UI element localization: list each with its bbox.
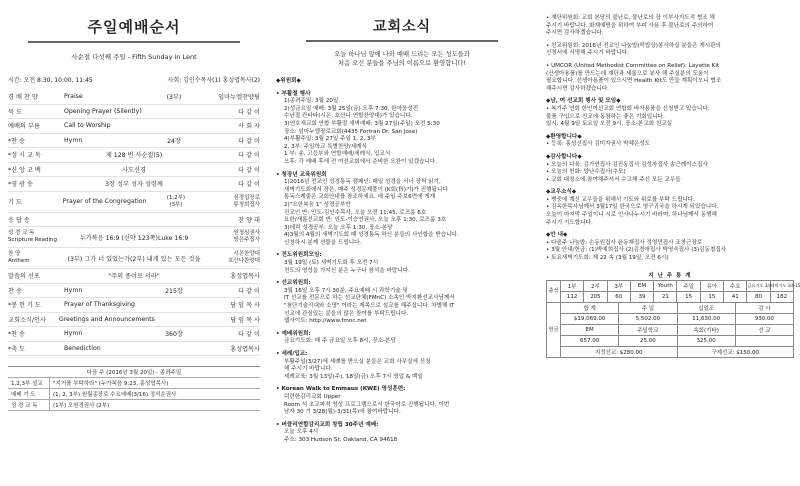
news-item-line: 웹사이트: http://www.fmnc.net (284, 318, 367, 325)
order-item-title: 경 배 찬 양 (8, 94, 38, 102)
designated-mission: 지정선교: $280.00 (561, 346, 678, 357)
news-title: 교회소식 (372, 19, 432, 35)
section-line: • 오늘의 헌화: 양난수집사(추모) (546, 169, 626, 176)
order-item-leader-2: 호산나찬양대 (228, 258, 260, 264)
order-item-leader-group (204, 251, 260, 265)
order-item-title: *봉 헌 기 도 (8, 302, 41, 310)
section-line: 주시기 기도합니다. (546, 219, 593, 226)
offering-value: 5,502.00 (619, 313, 677, 324)
next-week-table (8, 366, 260, 411)
announcement-line: (신생아용품)를 만드는데 재단과 새롭으로 봉사 해 주실분의 도움이 (546, 70, 709, 77)
next-week-label: 1,2,3부 설교 (8, 378, 50, 388)
order-item-title: 예배의 부름 (8, 123, 40, 131)
news-item-heading: • 세례/입교: (276, 351, 308, 357)
news-item-line: 4)3월의 4월의 새벽기도회 때 성경통독 하신 분들의 사인합을 받습니다. (284, 232, 459, 239)
order-item-title: *성 시 교 독 (8, 152, 41, 160)
attendance-title: 지 난 주 통 계 (648, 272, 692, 279)
order-list (8, 90, 260, 356)
order-item-leader: 다 같 이 (238, 137, 260, 145)
order-item-ref: 사도신경 (122, 166, 146, 174)
order-row (8, 284, 260, 299)
order-item-desc: Greetings and Announcements (58, 315, 155, 323)
news-item-line: 2, 3부: 주일학교 특별찬양/세례식 (284, 143, 367, 150)
announcement-section (546, 232, 794, 262)
section-line: • 등록: 홍성선집사 김미자권사 박혜은성도 (546, 141, 651, 148)
news-item-line: 통독스케줄은 교회안내를 참조하세요. 매 주일 주보6면에 게재 (284, 194, 436, 201)
news-item-line: 진교인 반: 인도-김인수목사, 오늘 오전 11:45, 로즈룸 6호 (284, 209, 427, 216)
news-item (276, 351, 528, 381)
order-item-title: 말씀의 선포 (8, 273, 40, 281)
attendance-header: 주일 (677, 280, 700, 291)
order-row (8, 119, 260, 134)
attendance-count: 205 (584, 291, 607, 302)
order-item-leader: 다 같 이 (238, 181, 260, 189)
offering-value: 930.00 (735, 313, 793, 324)
order-item-title: *영 광 송 (8, 181, 33, 189)
attendance-header: 수요 (724, 280, 747, 291)
right-items (546, 15, 794, 93)
order-item-title: *신 앙 고 백 (8, 166, 41, 174)
next-week-row (8, 378, 260, 389)
news-item-line: Room 석 초교파적 영성 프로그램으로서 한국어로 진행됩니다. 이번 (284, 401, 450, 408)
offering-value-row (547, 313, 794, 324)
order-row (8, 177, 260, 192)
order-item-leader: 찬 양 대 (238, 216, 260, 224)
attendance-header: 금요기도 3/4 (747, 280, 770, 291)
order-row (8, 105, 260, 120)
attendance-table (546, 280, 800, 303)
worship-subtitle: 사순절 다섯째 주일 - Fifth Sunday in Lent (71, 53, 197, 61)
announcement-line: 필요합니다. 선생아용품이 있으시면 Health Kit도 만들 계획이오니 협조 (546, 78, 722, 85)
order-item-ref: 제 128 번 사순절(5) (105, 152, 163, 160)
offering-value: 11,630.00 (677, 313, 735, 324)
next-week-value: "지거를 부탁하라" (누가복음 9:23, 홍성엽목사) (53, 381, 169, 387)
order-item-leader: 담 임 목 사 (230, 302, 260, 310)
attendance-header: EM (630, 280, 653, 291)
offering-header: EM (561, 324, 619, 335)
order-item-title: 성 경 교 독 (8, 230, 35, 236)
offering-header: 합 계 (561, 302, 619, 313)
attendance-header: 2부 (584, 280, 607, 291)
announcement-section (546, 154, 794, 184)
offering-value: $19,069.00 (561, 313, 619, 324)
worship-time: 시간: 오전 8:30, 10:00, 11:45 (8, 77, 93, 84)
news-item (276, 91, 528, 167)
news-item-line: 주소: 303 Hudson St. Oakland, CA 94618 (284, 436, 398, 443)
section-heading: ◆안 내◆ (546, 232, 568, 239)
order-item-leader-2: 방은주집사 (233, 237, 260, 243)
news-item-line: "첨단기술시대와 소명" 이라는 제목으로 설교를 해주십니다. 차별해 IT (284, 303, 455, 310)
order-item-leader: 다 같 이 (238, 331, 260, 339)
order-row (8, 227, 260, 248)
order-item-ref-2: (2부) 내게 있는 모든 것을 (130, 255, 201, 263)
offering-value (735, 335, 793, 346)
order-row (8, 134, 260, 149)
attendance-label: 출석 (547, 280, 561, 302)
news-item-heading: • Korean Walk to Emmaus (KWE) 영성훈련: (276, 386, 406, 393)
news-item-heading: • 전도위원회모임: (276, 252, 322, 259)
order-item-title: 찬 양 (8, 251, 21, 257)
order-item-title: 찬 송 (8, 287, 22, 295)
news-item-heading: • 부활절 행사 (276, 90, 311, 97)
section-line: • 토요새벽기도회: 제 22 속 (3월 19일, 오전 6시) (546, 255, 669, 262)
committee-heading: ◆위원회◆ (276, 78, 301, 84)
announcement-section (546, 98, 794, 128)
section-line: • 병중에 계신 교우들을 위해서 기도와 위로를 부탁 드립니다. (546, 196, 695, 203)
order-item-leader: 심정섭장로 (233, 194, 260, 201)
announcement-item (546, 63, 794, 93)
section-line: 물품 구입으로 신교에 동참하는 좋은 기회입니다. (546, 113, 665, 120)
title-divider (28, 41, 240, 43)
offering-value: 657.00 (561, 335, 619, 346)
news-list (276, 78, 528, 445)
news-item-line: 부활주일(3/27)에 세례를 받으실 분들은 교회 사무실에 신청 (284, 358, 431, 365)
order-item-leader: 홍성엽목사 (230, 273, 260, 281)
order-item-ref: (3부) 그가 너 있었는가 (67, 255, 131, 263)
attendance-header: Youth (654, 280, 677, 291)
next-week-row (8, 400, 260, 411)
announcement-section (546, 134, 794, 149)
section-heading: ◆환영합니다◆ (546, 133, 582, 140)
order-row (8, 269, 260, 284)
announcement-line: 주시기 바랍니다. 화재예방을 위하여 부피 사용 후 불난로의 주의하여 (546, 22, 714, 29)
next-week-label: 예배 기 도 (8, 389, 50, 399)
offering-label: 헌금 (547, 302, 561, 357)
order-item-ref: 215장 (165, 287, 183, 295)
news-item-line: 1 부: 송, 고등부와 연합예배/세례식, 입교식 (284, 151, 391, 158)
order-item-ref: 24장 (167, 137, 181, 145)
news-item-line: 3월 19일 (토) 새벽기도회 후 오전 7시 (284, 260, 379, 267)
attendance-header: 유아 (700, 280, 723, 291)
order-item-title: 기 도 (8, 199, 22, 206)
order-item-title: *축 도 (8, 345, 26, 353)
order-item-leader-2: 류청희집사 (233, 201, 260, 208)
order-row (8, 298, 260, 313)
offering-value-row (547, 335, 794, 346)
news-item-line: 1)2016년 전교인 성경통독 캠페인: 매일 성경을 서너 장씩 읽기, (284, 179, 441, 186)
order-item-leader: 원청심권사 (233, 230, 260, 236)
attendance-count-row (547, 291, 794, 302)
order-item-title-2: Scripture Reading (8, 237, 58, 243)
order-row (8, 327, 260, 342)
news-item-line: 세례교육: 3월 13일(주), 18일(금) 오후 7시 영업 & 백일 (284, 373, 423, 380)
section-line: • 다음주 나눔밥: 손동원집사 윤동재집사 정영민집사 조창근장로 (546, 239, 703, 246)
order-item-desc: Prayer of the Congregation (62, 198, 147, 205)
offering-designated-row (547, 346, 794, 357)
news-item-heading: • 선교위원회: (276, 280, 311, 287)
order-item-ref: "주의 종이로 서라" (108, 273, 160, 281)
order-row (8, 163, 260, 178)
right-sections (546, 98, 794, 262)
news-item-line: 2)성금요일 예배: 3월 25일(금) 오후 7:30, 한마음성전 (284, 105, 419, 112)
order-item-ref-group (64, 254, 204, 263)
news-item-line: 신청하시 분께 선물을 드립니다. (284, 239, 362, 246)
next-week-title: 다음 주 (2016년 3월 20일) - 종려주일 (86, 370, 182, 376)
attendance-block (546, 271, 800, 358)
news-item-line: 4)부활주일: 3월 27일 주일 1, 2, 3부 (284, 136, 376, 143)
announcement-line: 해주시면 감사하겠습니다. (546, 85, 609, 92)
church-news-column (270, 0, 534, 486)
order-item-ref: 누가복음 16:9 (신약 123쪽) (79, 234, 158, 242)
order-item-title: *찬 송 (8, 331, 26, 339)
order-row (8, 90, 260, 105)
news-intro-line: 오늘 하나님 앞에 나와 예배 드리는 모든 성도들과 (334, 51, 470, 58)
news-item-line: 요한/새롭선교회 반: 인도-이승연권사, 오늘 오후 1:30, 로즈룸 3호 (284, 217, 447, 224)
attendance-count: 60 (607, 291, 630, 302)
order-item-title: 교회소식/인사 (8, 316, 46, 324)
news-item (276, 422, 528, 445)
announcement-section (546, 189, 794, 227)
news-item (276, 252, 528, 275)
order-item-leader: 다 같 이 (238, 287, 260, 295)
section-heading: ◆남, 여 선교회 행사 및 모임◆ (546, 98, 621, 105)
announcement-line: • 재단위원회: 교회 본당의 불난로, 불난로의 장 이부사지도적 협조 해 (546, 15, 715, 21)
news-item-line: 해 주시기 바랍니다. (284, 366, 333, 373)
order-item-leader-group (204, 230, 260, 244)
order-item-title: 응 답 송 (8, 216, 30, 224)
order-item-leader: 임마누엘찬양팀 (218, 94, 260, 102)
news-item-line: 수난절 칸타타(시온, 호산나 연합찬양대)가 있습니다. (284, 113, 413, 120)
news-item-line: 금요기도회: 매 주 금요일 오후 8시, 장소-본당 (284, 338, 396, 345)
announcement-item (546, 43, 794, 58)
section-heading: ◆교우소식◆ (546, 189, 577, 196)
order-item-desc: Benediction (64, 344, 101, 352)
news-item-line: 3)데릭 성경공부: 오늘 오후 1:30, 장소-본당 (284, 224, 393, 231)
news-item-line: 새벽기도회에서 장은, 매주 성경문제풀이 (K회(科)기)가 진행됩니다 (284, 186, 448, 193)
announcement-line: 주시면 감사하겠습니다. (546, 30, 604, 37)
order-item-leader: 홍성엽목사 (230, 345, 260, 353)
order-item-title-group (8, 230, 64, 244)
news-item-line: 남자 30 기 3/28(월)-3/31(목)에 참여바랍니다. (284, 409, 401, 416)
news-item-line: 오늘 오후 4시 (284, 429, 319, 436)
next-week-row (8, 367, 260, 378)
news-item-heading: • 예배위원회: (276, 330, 311, 337)
order-item-leader-group (205, 195, 260, 209)
next-week-label: 성 경 교 독 (8, 400, 50, 410)
news-item-heading: • 버클리연합감리교회 창립 30주년 예배: (276, 421, 379, 428)
offering-table (546, 302, 794, 358)
announcement-line: • UMCOR (United Methodist Committee on Relief): Layette Kit (546, 62, 720, 69)
order-item-ref: 360장 (165, 331, 183, 339)
order-item-leader: 사 회 자 (238, 123, 260, 131)
attendance-count: 15 (677, 291, 700, 302)
title-divider (306, 40, 498, 42)
order-item-desc: Hymn (64, 286, 83, 294)
next-week-value: (1부) 오원경권사 (2부) (53, 403, 110, 409)
offering-header: 십일조 (677, 302, 735, 313)
order-item-ref: (3부) (166, 94, 182, 102)
news-item (276, 280, 528, 326)
announcements-column (540, 0, 800, 486)
worship-title: 주일예배순서 (87, 18, 181, 36)
news-item-line: 오후: 각 예배 후에 전 여선교회에서 준비한 오찬이 있겠습니다. (284, 158, 437, 165)
announcement-line: 신청서에 서명해 주시기 바랍니다. (546, 50, 629, 57)
worship-order-column (0, 0, 268, 486)
section-line: • 김옥한목사님께서 3월17일 한국으로 영구귀국을 하시게 되었습니다. (546, 204, 719, 211)
news-intro (276, 50, 528, 68)
news-item-line: 3월 16일 오후 7시 30분, 주요예배 시 과학기술 및 (284, 287, 408, 294)
news-item-heading: • 청장년 교육위원회 (276, 171, 327, 178)
section-line: 오늘이 마지막 주일이니 서로 인사나누시기 바라며, 하나님께서 동행해 (546, 212, 717, 219)
attendance-count: 39 (630, 291, 653, 302)
news-item (276, 386, 528, 416)
attendance-count: 41 (724, 291, 747, 302)
attendance-header: 새벽기도 3/4-15 (770, 280, 793, 291)
offering-header: 주일학교 (619, 324, 677, 335)
order-item-desc: Hymn (64, 330, 83, 338)
section-heading: ◆감사합니다◆ (546, 153, 582, 160)
attendance-count: 15 (700, 291, 723, 302)
relief-mission: 구제선교: $150.00 (677, 346, 794, 357)
order-item-desc: Praise (64, 93, 83, 101)
news-items (276, 91, 528, 445)
order-row (8, 213, 260, 228)
order-item-ref: 3장 성부 성자 성령께 (105, 181, 163, 189)
order-item-leader: 다 같 이 (238, 108, 260, 116)
news-item-line: 선교에 관심있는 분들의 많은 참여를 부탁드립니다. (284, 310, 409, 317)
next-week-row (8, 389, 260, 400)
order-item-title-2: Anthem (8, 258, 30, 264)
attendance-count: 80 (747, 291, 770, 302)
order-row (8, 192, 260, 213)
order-item-ref-group (147, 195, 206, 209)
news-item-line: 장소: 임마누엘장로교회(4435 Fortran Dr. San Jose) (284, 128, 418, 135)
order-item-ref-group (64, 233, 204, 242)
offering-header-row (547, 302, 794, 313)
order-row (8, 313, 260, 328)
announcements (546, 15, 794, 263)
order-row (8, 148, 260, 163)
section-line: • 교회 대청소에 참여해주셔서 수고해 주신 모든 교우들 (546, 176, 681, 183)
order-item-ref-2: (3부) (169, 201, 183, 208)
order-item-desc: Opening Prayer (Silently) (64, 107, 142, 115)
attendance-count: 182 (770, 291, 793, 302)
order-item-desc: Call to Worship (64, 122, 111, 130)
section-line: • 3월 안내/헌금: (1)박예희집사 (2)김경애집사 박영숙집사 (3)김동철집사 (546, 247, 727, 254)
order-row (8, 342, 260, 357)
order-row (8, 248, 260, 269)
attendance-count: 112 (561, 291, 584, 302)
order-item-leader: 시온찬양대 (233, 251, 260, 257)
news-intro-line: 처음 오신 분들을 주님의 이름으로 환영합니다! (337, 60, 467, 67)
offering-value: 325.00 (677, 335, 735, 346)
news-item-line: 3)연호새교회 연합 부활절 새벽예배: 3월 27일(주일) 오전 5:30 (284, 120, 440, 127)
news-item-line: 1)종려주일: 3월 20일 (284, 98, 339, 105)
section-line: 일시: 4월 9일 토요일 오전 9시, 장소-본교회 친교실 (546, 121, 673, 128)
next-week-value: (1, 2, 3부) 원월종장로 수요예배(3/16) 정석순권사 (53, 392, 177, 398)
order-item-ref-2: Luke 16:9 (157, 234, 189, 242)
news-item (276, 331, 528, 346)
offering-header: 감 사 (735, 302, 793, 313)
announcement-line: • 친교위원회: 2016년 전교인 나눔밥(떡밥상)봉사하실 분들은 게시판의 (546, 42, 721, 49)
order-item-leader: 다 같 이 (238, 166, 260, 174)
order-item-ref: (1,2부) (166, 194, 186, 201)
offering-value: 25.00 (619, 335, 677, 346)
order-item-leader: 다 같 이 (238, 152, 260, 160)
news-item-line: 2)"요한복음 1" 성경공부반 (284, 201, 351, 208)
news-item-line: 전도의 영성을 가지신 분은 누구나 참석을 바랍니다. (284, 267, 410, 274)
attendance-header: 1부 (561, 280, 584, 291)
offering-header-row (547, 324, 794, 335)
order-item-leader: 담 임 목 사 (230, 316, 260, 324)
offering-header: 주 일 (619, 302, 677, 313)
offering-header: 속회(기타) (677, 324, 735, 335)
attendance-count: 21 (654, 291, 677, 302)
worship-time-row (8, 75, 260, 84)
worship-presider: 사회: 김인수목사(1) 홍성엽목사(2) (167, 77, 260, 84)
order-item-title-group (8, 251, 64, 265)
attendance-header-row (547, 280, 794, 291)
offering-header: 선 교 (735, 324, 793, 335)
news-item-line: 덕련한감리교회 Upper (284, 393, 341, 400)
news-item-line: IT 선교를 전문으로 하는 선교단체(FMnC) 소속인 박지환선교사님께서 (284, 295, 455, 302)
announcement-item (546, 15, 794, 38)
order-item-title: 묵 도 (8, 108, 22, 116)
order-item-title: *찬 송 (8, 137, 26, 145)
order-item-desc: Hymn (64, 136, 83, 144)
section-line: • 오늘의 다육: 김가연집사 김진동집사 김성자집사 송근례이스집사 (546, 161, 708, 168)
section-line: • 복가주 연회 한인여선교회 연합회 바자용품을 신청받고 있습니다. (546, 105, 710, 112)
order-item-desc: Prayer of Thanksgiving (64, 301, 135, 309)
attendance-header: 3부 (607, 280, 630, 291)
news-item (276, 172, 528, 248)
